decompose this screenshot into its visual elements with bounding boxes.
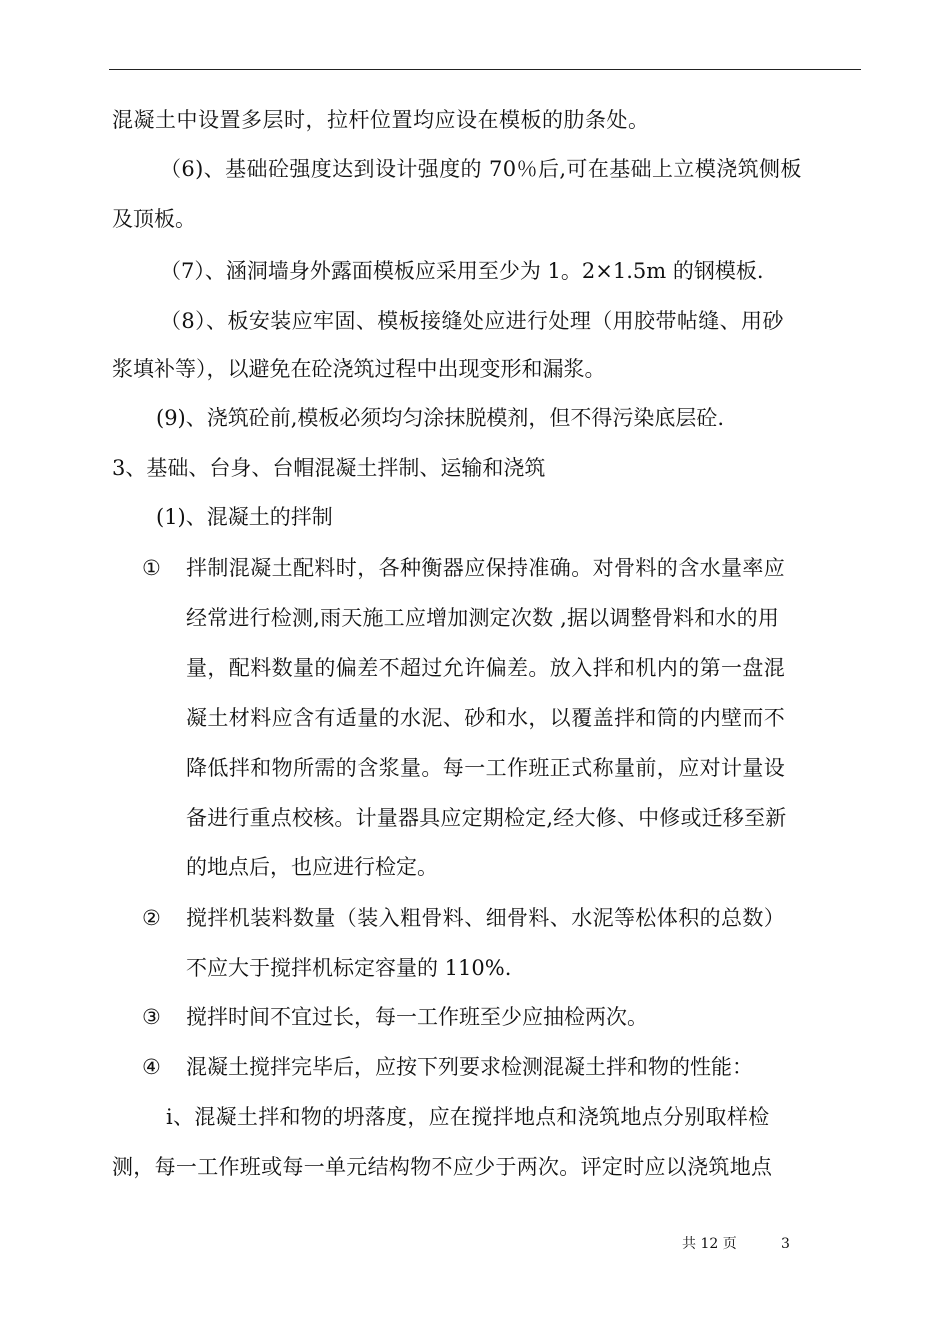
text-line-1: 混凝土中设置多层时，拉杆位置均应设在模板的肋条处。 [112, 108, 650, 132]
item-4-line-1: 混凝土搅拌完毕后，应按下列要求检测混凝土拌和物的性能： [186, 1055, 753, 1079]
tail-line-1: ⅰ、混凝土拌和物的坍落度，应在搅拌地点和浇筑地点分别取样检 [166, 1105, 770, 1129]
item-number-1: ① [142, 556, 161, 580]
text-line-7: (9)、浇筑砼前,模板必须均匀涂抹脱模剂，但不得污染底层砼. [156, 406, 725, 430]
item-1-line-4: 凝土材料应含有适量的水泥、砂和水，以覆盖拌和筒的内壁而不 [186, 706, 786, 730]
text-line-4: （7）、涵洞墙身外露面模板应采用至少为 1。2×1.5m 的钢模板. [160, 259, 764, 283]
page-number: 3 [781, 1236, 790, 1252]
tail-line-2: 测，每一工作班或每一单元结构物不应少于两次。评定时应以浇筑地点 [112, 1155, 773, 1179]
subsection-heading-1: (1)、混凝土的拌制 [156, 505, 333, 529]
item-1-line-6: 备进行重点校核。计量器具应定期检定,经大修、中修或迁移至新 [186, 806, 787, 830]
page-total: 共 12 页 [682, 1236, 737, 1252]
text-line-6: 浆填补等），以避免在砼浇筑过程中出现变形和漏浆。 [112, 357, 606, 381]
item-2-line-2: 不应大于搅拌机标定容量的 110%. [186, 956, 512, 980]
item-1-line-2: 经常进行检测,雨天施工应增加测定次数 ,据以调整骨料和水的用 [186, 606, 780, 630]
item-1-line-7: 的地点后，也应进行检定。 [186, 855, 438, 879]
item-1-line-5: 降低拌和物所需的含浆量。每一工作班正式称量前，应对计量设 [186, 756, 786, 780]
item-3-line-1: 搅拌时间不宜过长，每一工作班至少应抽检两次。 [186, 1005, 648, 1029]
text-line-3: 及顶板。 [112, 207, 196, 231]
item-number-2: ② [142, 906, 161, 930]
item-2-line-1: 搅拌机装料数量（装入粗骨料、细骨料、水泥等松体积的总数） [186, 906, 786, 930]
header-rule [109, 69, 861, 70]
item-number-4: ④ [142, 1055, 161, 1079]
item-1-line-1: 拌制混凝土配料时，各种衡器应保持准确。对骨料的含水量率应 [186, 556, 786, 580]
text-line-2: （6)、基础砼强度达到设计强度的 70％后,可在基础上立模浇筑侧板 [160, 157, 802, 181]
section-heading-3: 3、基础、台身、台帽混凝土拌制、运输和浇筑 [112, 456, 546, 480]
text-line-5: （8）、板安装应牢固、模板接缝处应进行处理（用胶带帖缝、用砂 [160, 309, 784, 333]
item-1-line-3: 量，配料数量的偏差不超过允许偏差。放入拌和机内的第一盘混 [186, 656, 786, 680]
item-number-3: ③ [142, 1005, 161, 1029]
